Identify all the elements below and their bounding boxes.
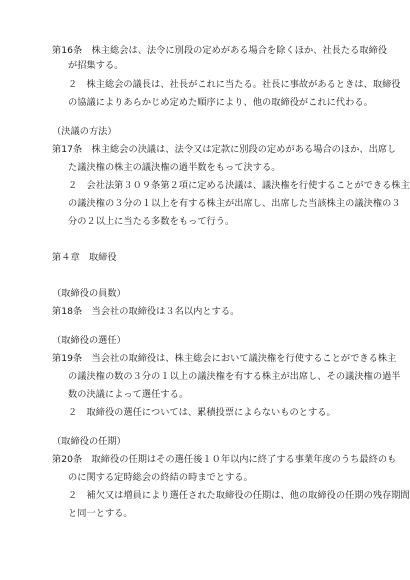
article-16-para2-line-1: ２ 株主総会の議長は、社長がこれに当たる。社長に事故があるときは、取締役	[68, 79, 401, 90]
article-19-para2-line-1: ２ 取締役の選任については、累積投票によらないものとする。	[68, 407, 336, 418]
article-20-line-2: のに関する定時総会の終結の時までとする。	[68, 472, 253, 483]
article-16-line-2: が招集する。	[68, 60, 124, 71]
article-17-para2-line-2: の議決権の３分の１以上を有する株主が出席し、出席した当該株主の議決権の３	[68, 198, 401, 209]
article-17-line-2: た議決権の株主の議決権の過半数をもって決する。	[68, 162, 281, 173]
chapter-4-title: 第４章 取締役	[52, 252, 117, 263]
article-17-para2-line-1: ２ 会社法第３０９条第２項に定める決議は、議決権を行使することができる株主	[68, 180, 410, 191]
article-16-para2-line-2: の協議によりあらかじめ定めた順序により、他の取締役がこれに代わる。	[68, 97, 373, 108]
heading-term-of-directors: （取締役の任期）	[52, 436, 126, 447]
article-17-line-1: 第17条 株主総会の決議は、法令又は定款に別段の定めがある場合のほか、出席し	[52, 144, 397, 155]
article-20-para2-line-1: ２ 補欠又は増員により選任された取締役の任期は、他の取締役の任期の残存期間	[68, 490, 410, 501]
article-19-line-1: 第19条 当会社の取締役は、株主総会において議決権を行使することができる株主	[52, 353, 397, 364]
article-19-line-2: の議決権の数の３分の１以上の議決権を有する株主が出席し、その議決権の過半	[68, 371, 401, 382]
article-19-line-3: 数の決議によって選任する。	[68, 389, 189, 400]
article-20-line-1: 第20条 取締役の任期はその選任後１０年以内に終了する事業年度のうち最終のも	[52, 454, 397, 465]
heading-election-of-directors: （取締役の選任）	[52, 335, 126, 346]
article-16-line-1: 第16条 株主総会は、法令に別段の定めがある場合を除くほか、社長たる取締役	[52, 45, 388, 56]
heading-number-of-directors: （取締役の員数）	[52, 288, 126, 299]
article-18-line-1: 第18条 当会社の取締役は３名以内とする。	[52, 306, 240, 317]
article-17-para2-line-3: 分の２以上に当たる多数をもって行う。	[68, 216, 235, 227]
heading-resolution-method: （決議の方法）	[52, 126, 117, 137]
article-20-para2-line-2: と同一とする。	[68, 508, 133, 519]
